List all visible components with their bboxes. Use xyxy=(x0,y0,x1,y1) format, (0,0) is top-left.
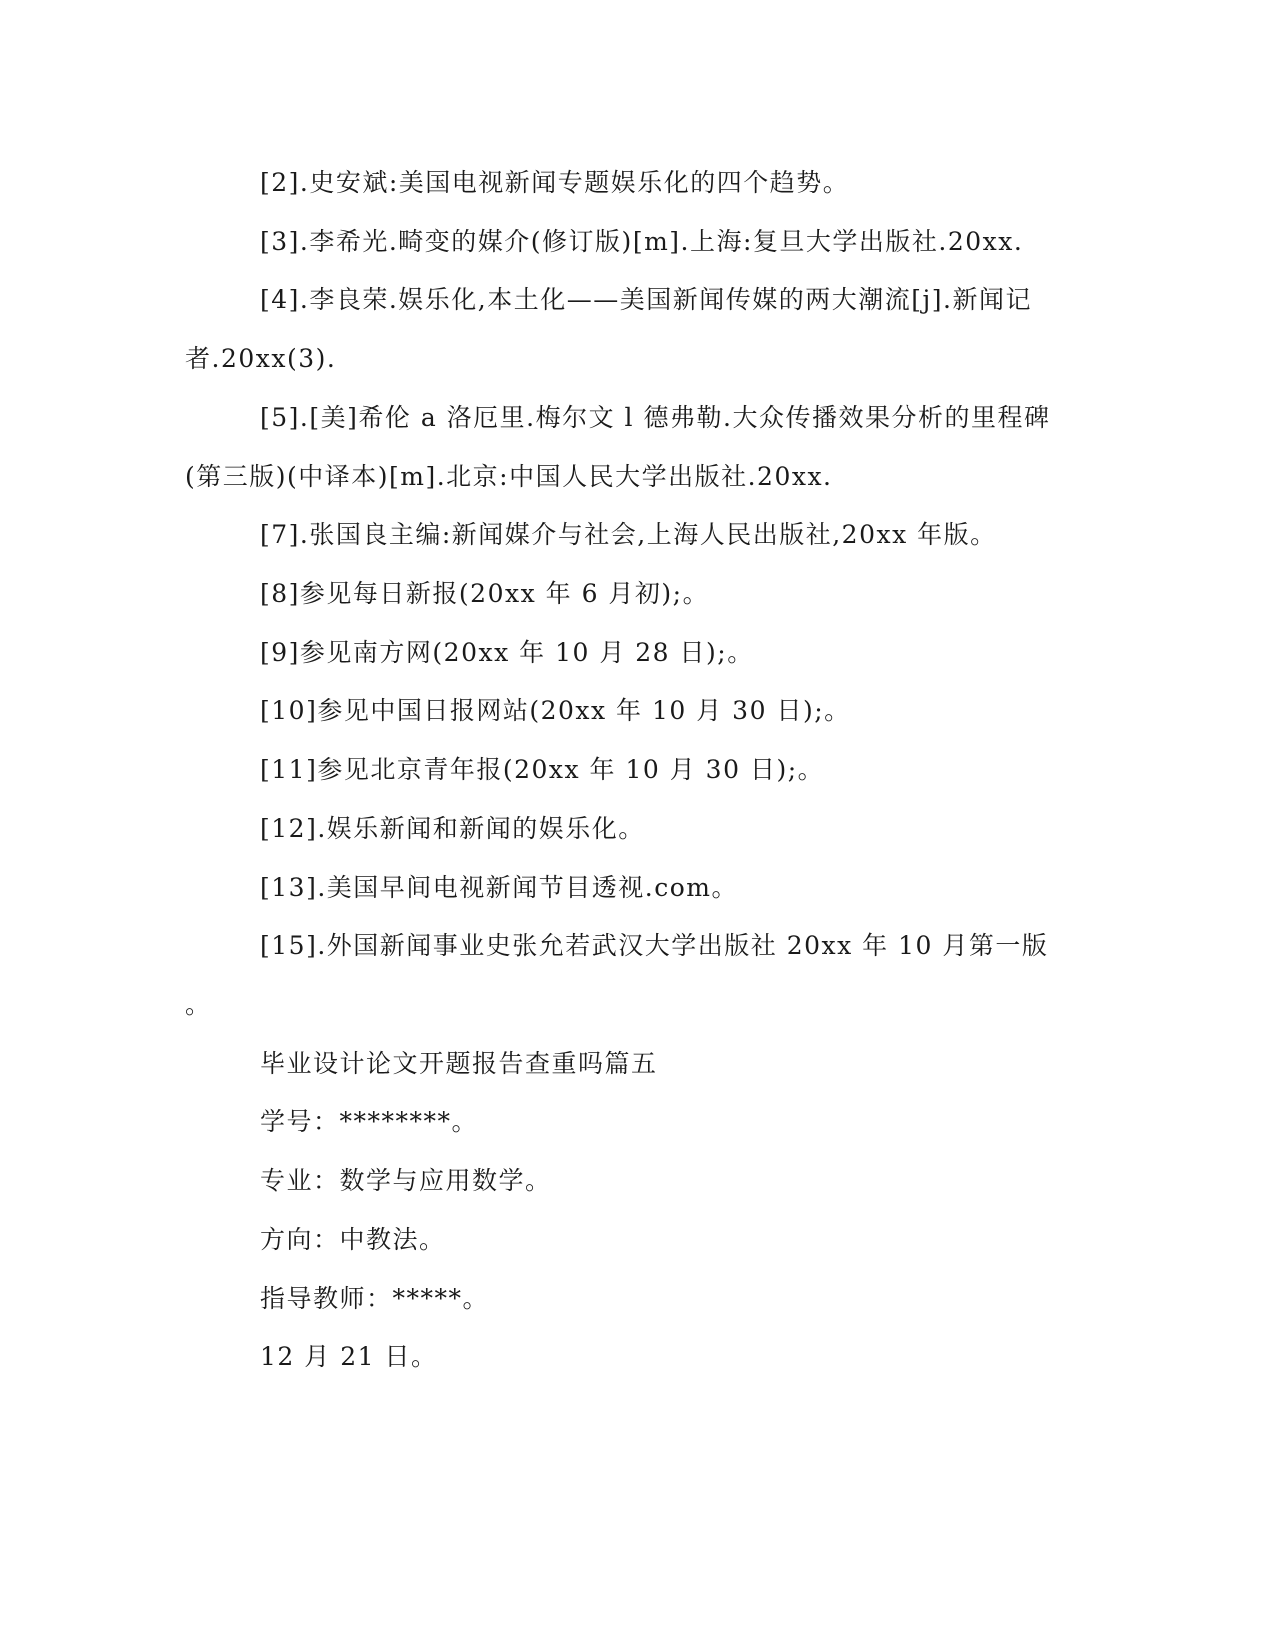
reference-5-line-2: (第三版)(中译本)[m].北京:中国人民大学出版社.20xx. xyxy=(185,462,833,491)
reference-3: [3].李希光.畸变的媒介(修订版)[m].上海:复旦大学出版社.20xx. xyxy=(260,227,1024,256)
reference-12: [12].娱乐新闻和新闻的娱乐化。 xyxy=(260,814,645,843)
major: 专业：数学与应用数学。 xyxy=(260,1166,552,1195)
reference-7: [7].张国良主编:新闻媒介与社会,上海人民出版社,20xx 年版。 xyxy=(260,520,997,549)
reference-10: [10]参见中国日报网站(20xx 年 10 月 30 日);。 xyxy=(260,696,851,725)
advisor: 指导教师：*****。 xyxy=(260,1284,490,1313)
reference-5-line-1: [5].[美]希伦 a 洛厄里.梅尔文 l 德弗勒.大众传播效果分析的里程碑 xyxy=(260,403,1051,432)
reference-8: [8]参见每日新报(20xx 年 6 月初);。 xyxy=(260,579,710,608)
section-heading: 毕业设计论文开题报告查重吗篇五 xyxy=(260,1049,658,1078)
reference-4-line-2: 者.20xx(3). xyxy=(185,344,337,373)
reference-15-line-1: [15].外国新闻事业史张允若武汉大学出版社 20xx 年 10 月第一版 xyxy=(260,931,1049,960)
reference-4-line-1: [4].李良荣.娱乐化,本土化——美国新闻传媒的两大潮流[j].新闻记 xyxy=(260,285,1032,314)
student-id: 学号：********。 xyxy=(260,1107,479,1136)
reference-9: [9]参见南方网(20xx 年 10 月 28 日);。 xyxy=(260,638,754,667)
reference-11: [11]参见北京青年报(20xx 年 10 月 30 日);。 xyxy=(260,755,825,784)
reference-13: [13].美国早间电视新闻节目透视.com。 xyxy=(260,873,738,902)
reference-2: [2].史安斌:美国电视新闻专题娱乐化的四个趋势。 xyxy=(260,168,850,197)
direction: 方向：中教法。 xyxy=(260,1225,446,1254)
reference-15-line-2: 。 xyxy=(185,990,212,1019)
date: 12 月 21 日。 xyxy=(260,1342,438,1371)
